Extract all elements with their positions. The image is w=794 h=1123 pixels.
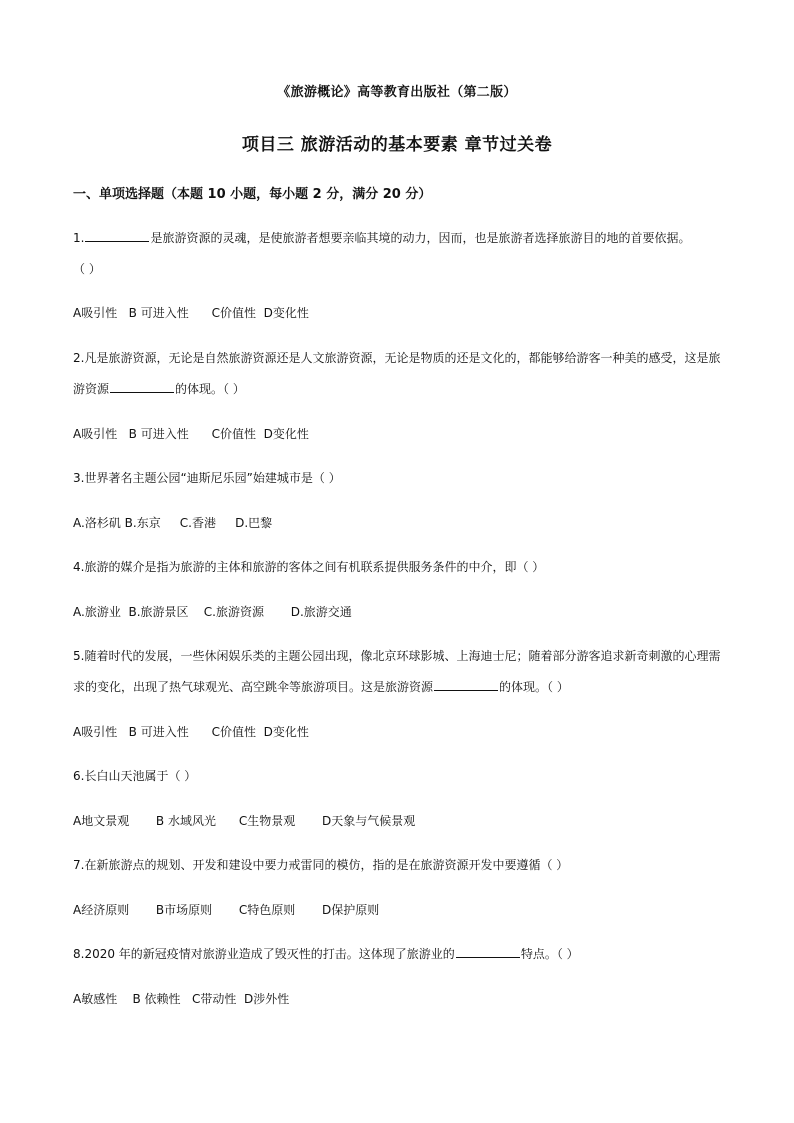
option-d: D变化性	[263, 306, 309, 320]
option-c: C价值性	[211, 427, 257, 441]
option-b: B 可进入性	[128, 427, 189, 441]
question-8-stem	[73, 945, 579, 962]
option-b: B 可进入性	[128, 306, 189, 320]
option-a: A经济原则	[73, 903, 130, 917]
question-3-options	[73, 514, 272, 531]
option-a: A吸引性	[73, 306, 118, 320]
option-a: A吸引性	[73, 725, 118, 739]
option-d: D.巴黎	[235, 516, 273, 530]
question-1-paren: （ ）	[73, 262, 101, 276]
option-a: A.旅游业	[73, 605, 121, 619]
option-c: C.旅游资源	[203, 605, 264, 619]
answer-blank	[456, 945, 520, 958]
option-b: B 可进入性	[128, 725, 189, 739]
option-a: A地文景观	[73, 814, 130, 828]
question-4-stem: 4.旅游的媒介是指为旅游的主体和旅游的客体之间有机联系提供服务条件的中介，即（ ）	[73, 560, 545, 574]
option-d: D天象与气候景观	[321, 814, 416, 828]
question-5-text-before: 求的变化，出现了热气球观光、高空跳伞等旅游项目。这是旅游资源	[73, 680, 434, 694]
question-1-number: 1.	[73, 231, 85, 245]
option-c: C价值性	[211, 306, 257, 320]
option-b: B.东京	[124, 516, 161, 530]
question-1-stem	[73, 229, 690, 246]
question-5-stem-line1: 5.随着时代的发展，一些休闲娱乐类的主题公园出现，像北京环球影城、上海迪士尼；随着部分游客追求新奇刺激的心理需	[73, 649, 721, 663]
question-5-text-after: 的体现。（ ）	[499, 680, 569, 694]
question-2-stem-line1: 2.凡是旅游资源，无论是自然旅游资源还是人文旅游资源，无论是物质的还是文化的，都能够给游客一种美的感受，这是旅	[73, 351, 721, 365]
question-1-text: 是旅游资源的灵魂，是使旅游者想要亲临其境的动力，因而，也是旅游者选择旅游目的地的首要依据。	[150, 231, 691, 245]
option-d: D变化性	[263, 725, 309, 739]
option-d: D.旅游交通	[290, 605, 352, 619]
option-b: B市场原则	[155, 903, 213, 917]
question-4-options	[73, 603, 352, 620]
page-title: 项目三 旅游活动的基本要素 章节过关卷	[241, 135, 553, 155]
question-8-text-before: 8.2020 年的新冠疫情对旅游业造成了毁灭性的打击。这体现了旅游业的	[73, 947, 455, 961]
answer-blank	[110, 380, 174, 393]
question-7-options	[73, 901, 379, 918]
question-5-stem-line2	[73, 678, 569, 695]
option-d: D涉外性	[244, 992, 290, 1006]
option-d: D变化性	[263, 427, 309, 441]
question-6-stem: 6.长白山天池属于（ ）	[73, 769, 197, 783]
question-8-options	[73, 990, 289, 1007]
section-heading: 一、单项选择题（本题 10 小题，每小题 2 分，满分 20 分）	[73, 187, 432, 202]
option-c: C生物景观	[238, 814, 296, 828]
option-c: C特色原则	[238, 903, 296, 917]
question-5-options	[73, 723, 309, 740]
question-2-stem-line2	[73, 380, 245, 397]
option-a: A敏感性	[73, 992, 118, 1006]
option-c: C.香港	[179, 516, 216, 530]
option-d: D保护原则	[321, 903, 380, 917]
option-a: A.洛杉矶	[73, 516, 121, 530]
option-b: B.旅游景区	[128, 605, 189, 619]
question-2-options	[73, 425, 309, 442]
question-8-text-after: 特点。（ ）	[520, 947, 579, 961]
question-3-stem: 3.世界著名主题公园“迪斯尼乐园”始建城市是（ ）	[73, 471, 341, 485]
option-c: C价值性	[211, 725, 257, 739]
option-b: B 依赖性	[132, 992, 181, 1006]
option-c: C带动性	[192, 992, 237, 1006]
answer-blank	[85, 229, 149, 242]
question-6-options	[73, 812, 415, 829]
question-2-text-before: 游资源	[73, 382, 110, 396]
book-title: 《旅游概论》高等教育出版社（第二版）	[277, 85, 517, 100]
question-7-stem: 7.在新旅游点的规划、开发和建设中要力戒雷同的模仿，指的是在旅游资源开发中要遵循（ ）	[73, 858, 569, 872]
option-b: B 水域风光	[155, 814, 216, 828]
question-2-text-after: 的体现。（ ）	[175, 382, 245, 396]
answer-blank	[434, 678, 498, 691]
option-a: A吸引性	[73, 427, 118, 441]
question-1-options	[73, 304, 309, 321]
